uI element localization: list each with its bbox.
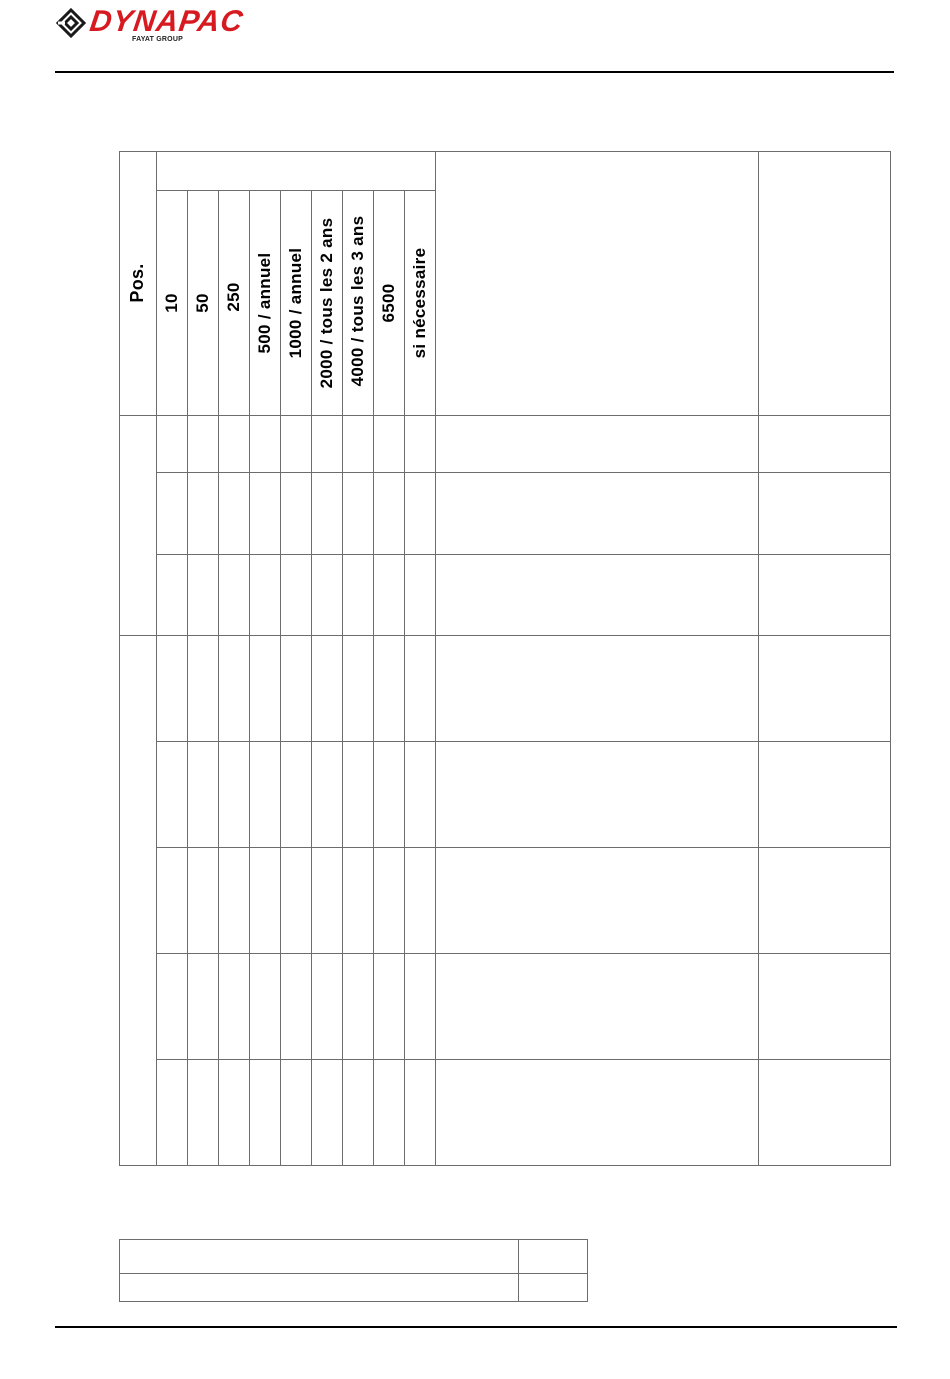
row-line [156,1059,891,1060]
interval-header-6500: 6500 [379,283,398,323]
col-line [156,151,157,1166]
dynapac-logo [56,6,316,46]
row-line [156,953,891,954]
row-line [156,554,891,555]
col-line [249,190,250,1166]
col-line [404,190,405,1166]
brand-subtitle: FAYAT GROUP [132,36,183,43]
pos-header: Pos. [127,263,147,303]
col-line [342,190,343,1166]
header-bottom-line [119,415,891,416]
interval-header-2000: 2000 / tous les 2 ans [317,217,336,389]
interval-header-250: 250 [224,282,243,312]
row-line [156,472,891,473]
table-border-right [890,151,891,1166]
box-col-line [518,1239,519,1302]
footer-rule [55,1326,897,1328]
brand-wordmark: DYNAPAC [87,5,246,38]
interval-header-10: 10 [162,293,181,313]
col-line [435,151,436,1166]
col-line [758,151,759,1166]
row-line [156,741,891,742]
box-border-right [587,1239,588,1302]
interval-group-divider [156,190,435,191]
interval-header-4000: 4000 / tous les 3 ans [348,215,367,387]
interval-header-1000: 1000 / annuel [286,247,305,359]
col-line [373,190,374,1166]
maintenance-table [119,151,891,1166]
interval-header-500: 500 / annuel [255,252,274,354]
box-border-left [119,1239,120,1302]
table-border-bottom [119,1165,891,1166]
row-line [156,847,891,848]
col-line [280,190,281,1166]
header-rule [55,71,894,73]
group-line [119,635,891,636]
dynapac-diamond-icon [56,8,86,38]
footer-box-table [119,1239,588,1302]
interval-header-as-needed: si nécessaire [410,247,429,359]
col-line [311,190,312,1166]
table-border-top [119,151,891,152]
col-line [218,190,219,1166]
table-border-left [119,151,120,1166]
interval-header-50: 50 [193,293,212,313]
col-line [187,190,188,1166]
